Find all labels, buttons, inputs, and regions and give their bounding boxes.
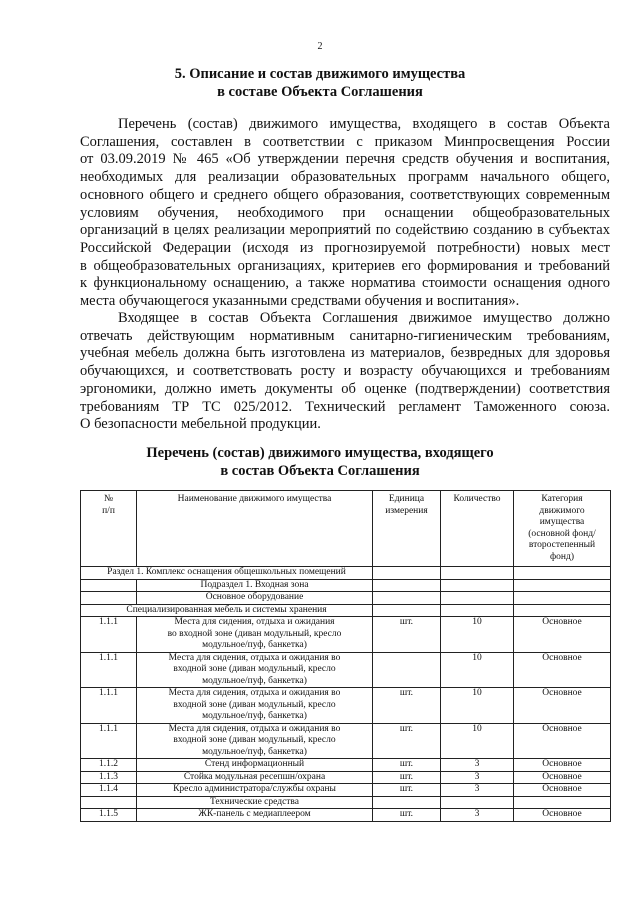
paragraph-1 (80, 116, 610, 311)
cell-category: Основное (514, 784, 611, 797)
section-title: Раздел 1. Комплекс оснащения общешкольных помещений (81, 567, 373, 580)
text-line: в общеобразовательных организациях, критериев его формирования и требований (80, 257, 610, 274)
text-line: требованиям ТР ТС 025/2012. Технический регламент Таможенного союза. (80, 398, 610, 415)
property-table (80, 490, 611, 822)
text-line: условиям обучения, необходимого при оснащении общеобразовательных (80, 204, 610, 221)
section-heading (0, 65, 640, 101)
cell-qty: 10 (441, 617, 514, 653)
page-number: 2 (317, 41, 323, 52)
cell-num: 1.1.2 (81, 759, 137, 772)
table-row (81, 723, 611, 759)
table-group-row (81, 604, 611, 617)
header-num: № п/п (81, 491, 137, 567)
table-header-row (81, 491, 611, 567)
table-row (81, 652, 611, 688)
cell-name: ЖК-панель с медиаплеером (137, 809, 373, 822)
text-line: Соглашения, составлен в соответствии с приказом Минпросвещения России (80, 133, 610, 150)
text-line: О безопасности мебельной продукции. (80, 416, 321, 433)
cell-num: 1.1.5 (81, 809, 137, 822)
cell-name: Места для сидения, отдыха и ожидания во входной зоне (диван модульный, кресло модульное/пуф, банкетка) (137, 652, 373, 688)
paragraph-2 (80, 310, 610, 434)
table-heading-line: в состав Объекта Соглашения (220, 463, 420, 479)
text-line: необходимых для реализации образовательных программ начального общего, (80, 169, 610, 186)
text-line: отвечать действующим нормативным санитарно-гигиеническим требованиям, (80, 327, 610, 344)
cell-unit: шт. (373, 809, 441, 822)
table-heading (0, 444, 640, 480)
table-row (81, 759, 611, 772)
cell-unit: шт. (373, 759, 441, 772)
cell-category: Основное (514, 771, 611, 784)
cell-name: Стенд информационный (137, 759, 373, 772)
text-line: эргономики, должно иметь документы об оценке (подтверждении) соответствия (80, 380, 610, 397)
cell-qty: 3 (441, 759, 514, 772)
table-row (81, 617, 611, 653)
table-row (81, 784, 611, 797)
text-line: от 03.09.2019 № 465 «Об утверждении перечня средств обучения и воспитания, (80, 151, 610, 168)
text-line: основного общего и среднего общего образования, соответствующих современным (80, 186, 610, 203)
cell-num: 1.1.4 (81, 784, 137, 797)
cell-unit: шт. (373, 723, 441, 759)
table-row (81, 771, 611, 784)
text-line: обучающихся, и соответствовать росту и возрасту обучающихся и требованиям (80, 363, 610, 380)
header-name: Наименование движимого имущества (137, 491, 373, 567)
cell-category: Основное (514, 809, 611, 822)
cell-qty: 10 (441, 723, 514, 759)
cell-name: Кресло администратора/службы охраны (137, 784, 373, 797)
cell-name: Места для сидения, отдыха и ожидания во входной зоне (диван модульный, кресло модульное/пуф, банкетка) (137, 617, 373, 653)
cell-name: Места для сидения, отдыха и ожидания во входной зоне (диван модульный, кресло модульное/пуф, банкетка) (137, 688, 373, 724)
cell-qty: 3 (441, 809, 514, 822)
cell-num: 1.1.1 (81, 652, 137, 688)
table-row (81, 688, 611, 724)
section-heading-line: 5. Описание и состав движимого имущества (174, 66, 466, 82)
cell-num: 1.1.1 (81, 688, 137, 724)
cell-qty: 10 (441, 652, 514, 688)
table-section-row (81, 567, 611, 580)
text-line: Российской Федерации (исходя из прогнозируемой потребности) новых мест (80, 239, 610, 256)
cell-num: 1.1.1 (81, 723, 137, 759)
table-group-row (81, 592, 611, 605)
group-title: Основное оборудование (137, 592, 373, 605)
cell-qty: 3 (441, 784, 514, 797)
table-row (81, 809, 611, 822)
table-heading-line: Перечень (состав) движимого имущества, входящего (146, 445, 494, 461)
cell-category: Основное (514, 723, 611, 759)
section-heading-line: в составе Объекта Соглашения (217, 84, 423, 100)
cell-qty: 10 (441, 688, 514, 724)
cell-unit: шт. (373, 771, 441, 784)
subsection-title: Подраздел 1. Входная зона (137, 579, 373, 592)
cell-num: 1.1.3 (81, 771, 137, 784)
cell-category: Основное (514, 688, 611, 724)
cell-name: Стойка модульная ресепшн/охрана (137, 771, 373, 784)
cell-category: Основное (514, 759, 611, 772)
cell-unit: шт. (373, 688, 441, 724)
cell-num: 1.1.1 (81, 617, 137, 653)
text-line: учебная мебель должна быть изготовлена из материалов, безвредных для здоровья (80, 345, 610, 362)
header-unit: Единица измерения (373, 491, 441, 567)
cell-category: Основное (514, 652, 611, 688)
cell-unit: шт. (373, 617, 441, 653)
text-line: Входящее в состав Объекта Соглашения движимое имущество должно (118, 310, 610, 326)
cell-unit (373, 652, 441, 688)
cell-unit: шт. (373, 784, 441, 797)
text-line: места обучающегося указанными средствами обучения и воспитания». (80, 293, 520, 310)
header-category: Категория движимого имущества (основной фонд/ второстепенный фонд) (514, 491, 611, 567)
group-title: Технические средства (137, 796, 373, 809)
cell-qty: 3 (441, 771, 514, 784)
text-line: к функциональному оснащению, а также норматива стоимости оснащения одного (80, 275, 610, 292)
cell-category: Основное (514, 617, 611, 653)
group-title: Специализированная мебель и системы хранения (81, 604, 373, 617)
table-group-row (81, 796, 611, 809)
cell-name: Места для сидения, отдыха и ожидания во входной зоне (диван модульный, кресло модульное/пуф, банкетка) (137, 723, 373, 759)
text-line: организаций в целях реализации мероприятий по содействию созданию в субъектах (80, 222, 610, 239)
text-line: Перечень (состав) движимого имущества, входящего в состав Объекта (118, 116, 610, 132)
header-qty: Количество (441, 491, 514, 567)
table-subsection-row (81, 579, 611, 592)
